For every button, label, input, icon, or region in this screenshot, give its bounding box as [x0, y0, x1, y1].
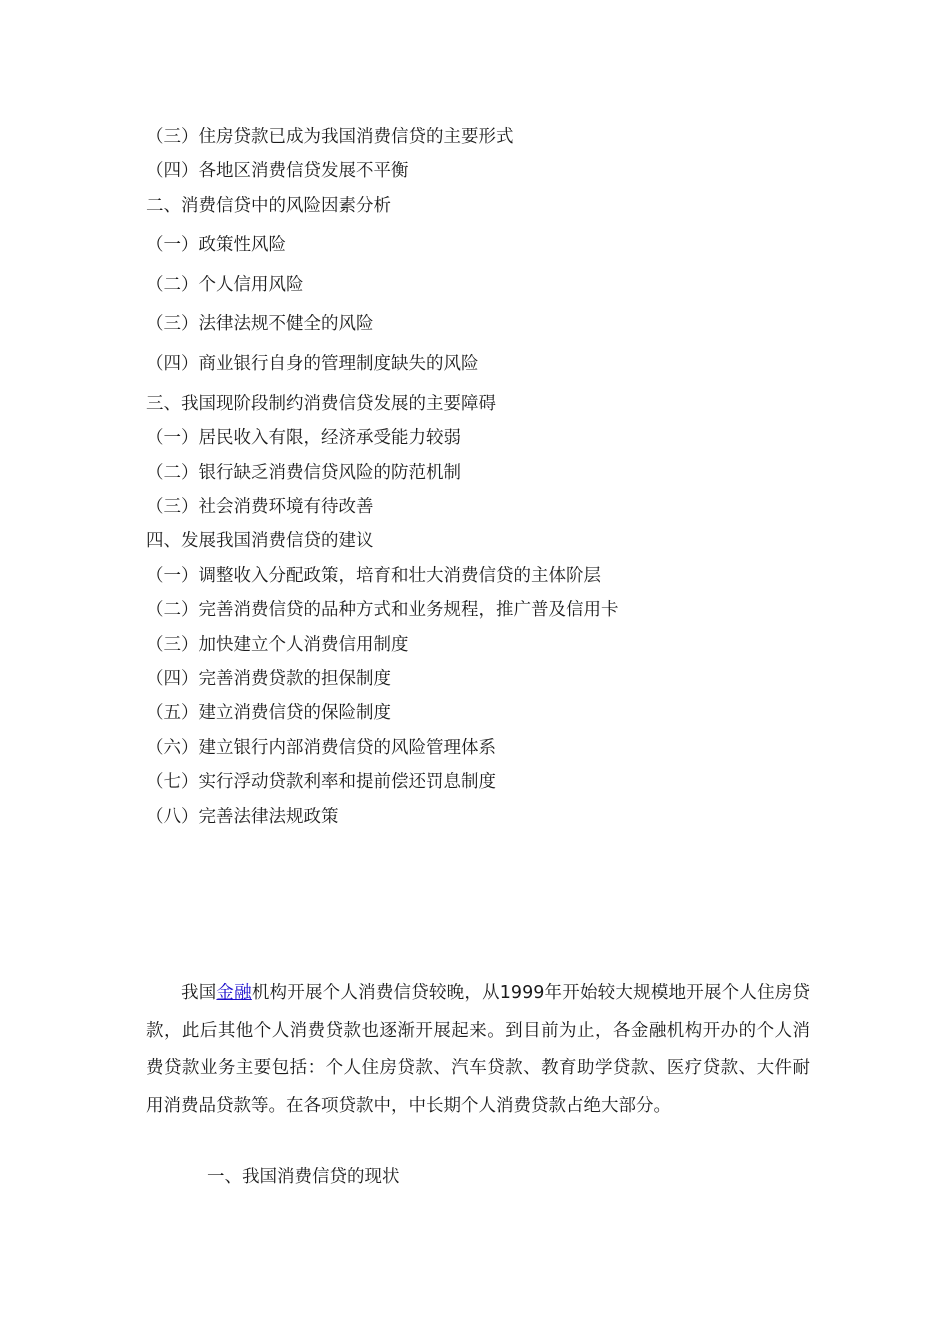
outline-heading: 四、发展我国消费信贷的建议 — [146, 531, 374, 551]
outline-item: （四）商业银行自身的管理制度缺失的风险 — [146, 354, 479, 374]
paragraph-text: 机构开展个人消费信贷较晚，从 — [251, 983, 500, 1003]
outline-item: （二）银行缺乏消费信贷风险的防范机制 — [146, 463, 461, 483]
body-paragraph — [146, 975, 810, 1125]
outline-item: （三）法律法规不健全的风险 — [146, 314, 374, 334]
outline-item: （五）建立消费信贷的保险制度 — [146, 703, 391, 723]
outline-item: （七）实行浮动贷款利率和提前偿还罚息制度 — [146, 772, 496, 792]
outline-item: （一）居民收入有限，经济承受能力较弱 — [146, 428, 461, 448]
outline-heading: 三、我国现阶段制约消费信贷发展的主要障碍 — [146, 394, 496, 414]
outline-item: （一）调整收入分配政策，培育和壮大消费信贷的主体阶层 — [146, 566, 601, 586]
outline-item: （三）社会消费环境有待改善 — [146, 497, 374, 517]
outline-item: （四）各地区消费信贷发展不平衡 — [146, 161, 409, 181]
paragraph-text: 我国 — [181, 983, 217, 1003]
finance-link[interactable]: 金融 — [216, 983, 252, 1003]
outline-item: （四）完善消费贷款的担保制度 — [146, 669, 391, 689]
year-text: 1999 — [499, 983, 545, 1003]
section-title: 一、我国消费信贷的现状 — [207, 1167, 400, 1187]
outline-item: （二）个人信用风险 — [146, 275, 304, 295]
outline-item: （六）建立银行内部消费信贷的风险管理体系 — [146, 738, 496, 758]
outline-item: （八）完善法律法规政策 — [146, 807, 339, 827]
outline-heading: 二、消费信贷中的风险因素分析 — [146, 196, 391, 216]
paragraph-text: 年开始较大规模地开展个人住房贷款，此后其他个人消费贷款也逐渐开展起来。到目前为止，各金融机构开办的个人消费贷款业务主要包括：个人住房贷款、汽车贷款、教育助学贷款、医疗贷款、大件耐用消费品贷款等。在各项贷款中，中长期个人消费贷款占绝大部分。 — [146, 983, 811, 1116]
outline-item: （二）完善消费信贷的品种方式和业务规程，推广普及信用卡 — [146, 600, 619, 620]
outline-item: （三）住房贷款已成为我国消费信贷的主要形式 — [146, 127, 514, 147]
outline-item: （三）加快建立个人消费信用制度 — [146, 635, 409, 655]
outline-item: （一）政策性风险 — [146, 235, 286, 255]
